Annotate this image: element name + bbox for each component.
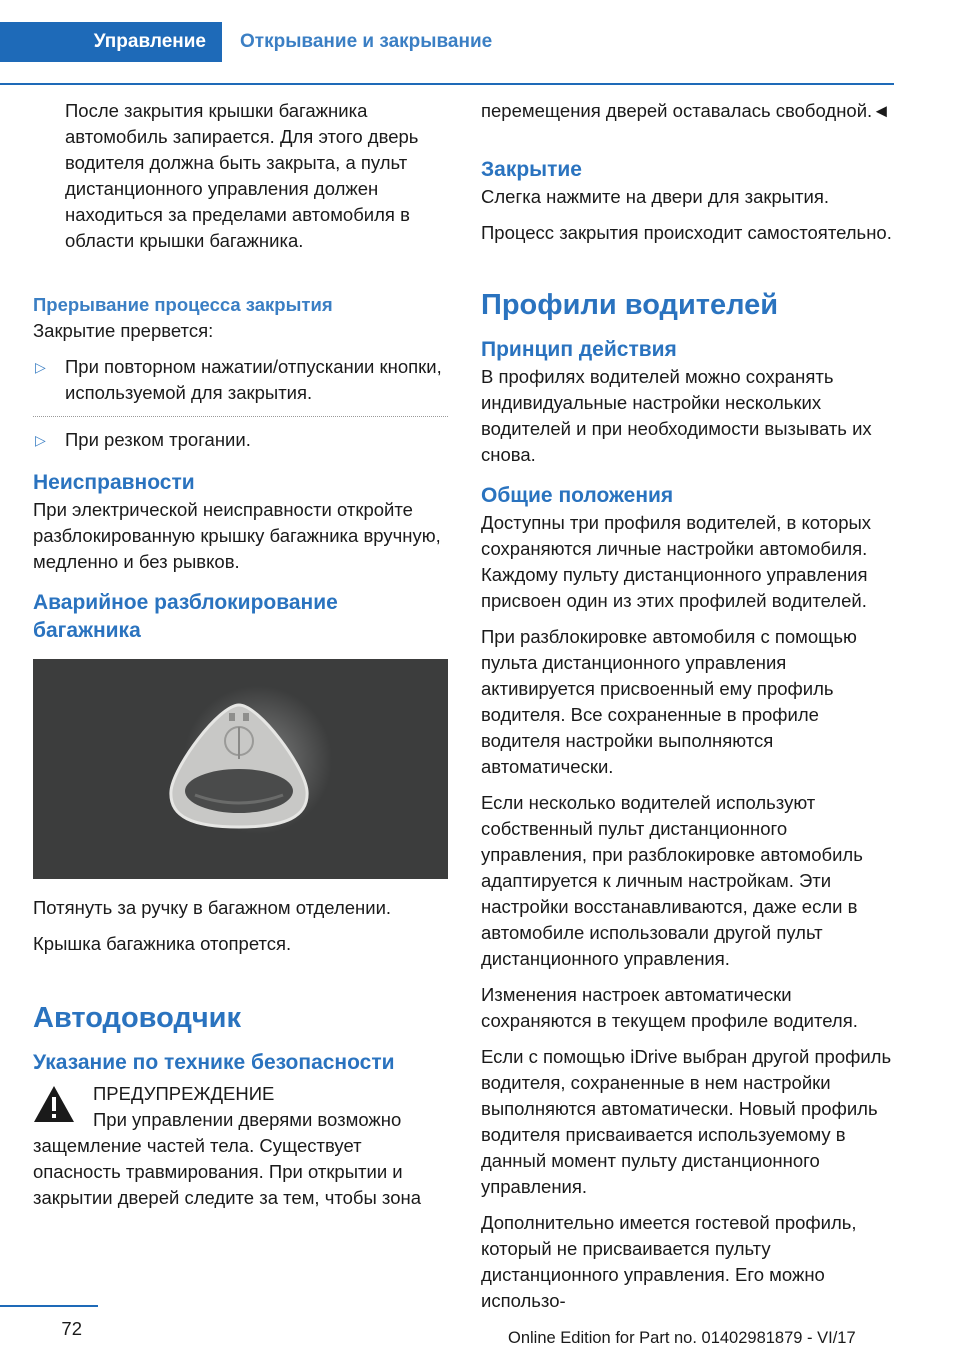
bullet-triangle-icon: ▷ <box>35 432 46 448</box>
header-divider <box>0 83 894 85</box>
heading-soft-close: Автодоводчик <box>33 1002 242 1034</box>
edition-footer: Online Edition for Part no. 01402981879 - VI/17 <box>508 1329 856 1347</box>
warning-title: ПРЕДУПРЕЖДЕНИЕ <box>93 1083 275 1104</box>
chapter-tabs <box>0 22 894 62</box>
interrupt-text: Закрытие прервется: <box>33 320 214 341</box>
tab-opening-closing[interactable]: Открывание и закрывание <box>240 31 493 52</box>
right-column <box>481 98 897 1324</box>
general-text-5: Если с помощью iDrive выбран другой профиль водителя, сохраненные в нем настройки выполняются автоматически. Новый профиль водителя присваивается используемому в данный момент пульту дистанционного управления. <box>481 1046 892 1197</box>
principle-text: В профилях водителей можно сохранять индивидуальные настройки нескольких водителей и при необходимости вызывать их снова. <box>481 366 872 465</box>
faults-text: При электрической неисправности откройте разблокированную крышку багажника вручную, медленно и без рывков. <box>33 499 441 572</box>
dotted-divider <box>33 416 448 417</box>
general-text-6: Дополнительно имеется гостевой профиль, который не присваивается пульту дистанционного управления. Его можно использо- <box>481 1212 857 1311</box>
lid-unlocks-text: Крышка багажника отопрется. <box>33 933 292 954</box>
closing-text-2: Процесс закрытия происходит самостоятельно. <box>481 222 892 243</box>
general-text-4: Изменения настроек автоматически сохраняются в текущем профиле водителя. <box>481 984 858 1031</box>
intro-paragraph: После закрытия крышки багажника автомобиль запирается. Для этого дверь водителя должна быть закрыта, а пульт дистанционного управления должен находиться за пределами автомобиля в области крышки багажника. <box>65 100 419 251</box>
warning-block <box>33 1081 448 1107</box>
tab-control[interactable]: Управление <box>0 22 222 62</box>
bullet-text: При резком трогании. <box>65 429 251 450</box>
bullet-item <box>33 427 448 453</box>
bullet-triangle-icon: ▷ <box>35 359 46 375</box>
general-text-3: Если несколько водителей используют собственный пульт дистанционного управления, при разблокировке автомобиль адаптируется к личным настройкам. Эти настройки восстанавливаются, даже если в автомобиле использовали другой пульт дистанционного управления. <box>481 792 863 969</box>
general-text-2: При разблокировке автомобиля с помощью пульта дистанционного управления активируется присвоенный ему профиль водителя. Все сохраненные в профиле водителя настройки выполняются автоматически. <box>481 626 857 777</box>
release-handle-icon <box>33 659 448 879</box>
page-number: 72 <box>61 1318 82 1339</box>
heading-closing: Закрытие <box>481 158 582 181</box>
left-column <box>33 98 448 1221</box>
bullet-item <box>33 354 448 406</box>
heading-faults: Неисправности <box>33 471 195 494</box>
heading-safety-note: Указание по технике безопасности <box>33 1051 395 1074</box>
heading-interrupt-closing: Прерывание процесса закрытия <box>33 294 333 315</box>
footer-divider <box>0 1305 98 1307</box>
general-text-1: Доступны три профиля водителей, в которых сохраняются личные настройки автомобиля. Каждому пульту дистанционного управления присвоен один из этих профилей водителей. <box>481 512 872 611</box>
heading-general: Общие положения <box>481 484 674 507</box>
heading-driver-profiles: Профили водителей <box>481 289 779 321</box>
heading-emergency-release: Аварийное разблокирование багажника <box>33 591 338 642</box>
pull-handle-text: Потянуть за ручку в багажном отделении. <box>33 897 392 918</box>
heading-principle: Принцип действия <box>481 338 677 361</box>
bullet-text: При повторном нажатии/отпускании кнопки, используемой для закрытия. <box>65 356 442 403</box>
closing-text-1: Слегка нажмите на двери для закрытия. <box>481 186 830 207</box>
continued-text: перемещения дверей оставалась свободной.◄ <box>481 100 891 121</box>
warning-text: При управлении дверями возможно защемление частей тела. Существует опасность травмирования. При открытии и закрытии дверей следите за тем, чтобы зона <box>33 1109 421 1208</box>
trunk-release-handle-photo <box>33 659 448 879</box>
warning-triangle-icon <box>33 1085 75 1123</box>
